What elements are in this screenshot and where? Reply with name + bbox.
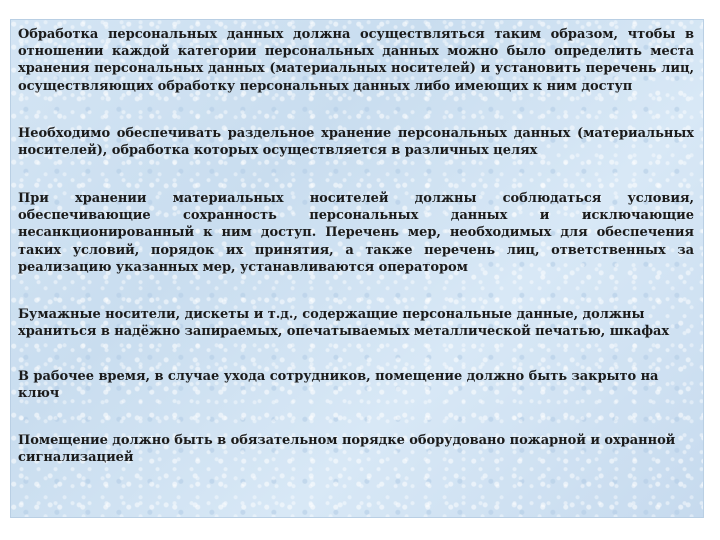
paragraph-separate-storage: Необходимо обеспечивать раздельное хранение персональных данных (материальных носителей), обработка которых осуществляется в различных целях — [18, 126, 694, 159]
paragraph-paper-media: Бумажные носители, дискеты и т.д., содержащие персональные данные, должны храниться в надёжно запираемых, опечатываемых металлической печатью, шкафах — [18, 307, 670, 340]
paragraph-alarm-systems: Помещение должно быть в обязательном порядке оборудовано пожарной и охранной сигнализацией — [18, 433, 676, 466]
paragraph-data-processing: Обработка персональных данных должна осуществляться таким образом, чтобы в отношении каждой категории персональных данных можно было определить места хранения персональных данных (материальных носителей) и установить перечень лиц, осуществляющих обработку персональных данных либо имеющих к ним доступ — [18, 27, 694, 94]
paragraph-storage-conditions: При хранении материальных носителей должны соблюдаться условия, обеспечивающие сохранность персональных данных и исключающие несанкционированный к ним доступ. Перечень мер, необходимых для обеспечения таких условий, порядок их принятия, а также перечень лиц, ответственных за реализацию указанных мер, устанавливаются оператором — [18, 191, 694, 275]
paragraph-working-hours: В рабочее время, в случае ухода сотрудников, помещение должно быть закрыто на ключ — [18, 369, 659, 402]
